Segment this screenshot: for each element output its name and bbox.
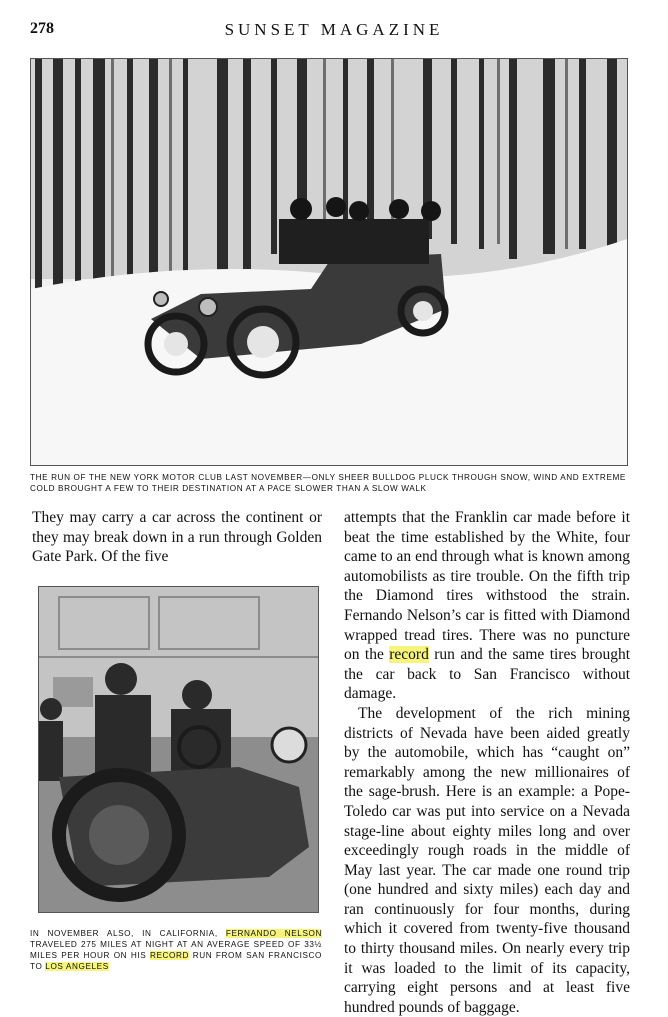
magazine-title: SUNSET MAGAZINE bbox=[224, 20, 444, 39]
top-photo-caption: THE RUN OF THE NEW YORK MOTOR CLUB LAST NOVEMBER—ONLY SHEER BULLDOG PLUCK THROUGH SNOW, WIND AND EXTREME COLD BROUGHT A FEW TO THEIR DESTINATION AT A PACE SLOWER THAN A SLOW WALK bbox=[30, 473, 626, 493]
right-column-text bbox=[344, 508, 630, 1017]
page-header bbox=[30, 18, 638, 44]
paragraph-franklin bbox=[344, 508, 630, 704]
left-column-text: They may carry a car across the continent or they may break down in a run through Golden Gate Park. Of the five bbox=[32, 509, 322, 566]
snow-car-photo bbox=[30, 58, 628, 466]
caption-text-1: IN NOVEMBER ALSO, IN CALIFORNIA, bbox=[30, 929, 226, 938]
caption-text-2: TRAVELED 275 MILES AT NIGHT AT AN AVERAGE SPEED OF 33½ MILES PER HOUR ON HIS bbox=[30, 940, 322, 960]
snow-car-illustration bbox=[31, 59, 627, 465]
paragraph-franklin-text-2: run and the same tires brought the car back to San Francisco without damage. bbox=[344, 646, 630, 703]
paragraph-franklin-text-1: attempts that the Franklin car made before it beat the time established by the White, four came to an end through what is known among automobilists as tire trouble. On the fifth trip the Diamond tires withstood the strain. Fernando Nelson’s car is fitted with Diamond wrapped tread tires. There was no puncture on the bbox=[344, 509, 630, 664]
caption-city-highlight: LOS ANGELES bbox=[45, 962, 109, 971]
paragraph-nevada: The development of the rich mining districts of Nevada have been aided greatly by the automobile, which has “caught on” remarkably among the new millionaires of the sage-brush. Here is an example: a Pope-Toledo car was put into service on a Nevada stage-line about eighty miles long and over exceedingly rough roads in the middle of May last year. The car made one round trip (one hundred and sixty miles) each day and ran continuously for four months, during which it covered from twenty-five thousand to thirty thousand miles. On nearly every trip it was loaded to the limit of its capacity, carrying eight persons and at least five hundred pounds of baggage. bbox=[344, 704, 630, 1016]
caption-name-highlight: FERNANDO NELSON bbox=[225, 929, 323, 938]
page-number: 278 bbox=[30, 20, 54, 37]
left-photo-caption bbox=[30, 928, 322, 972]
caption-record-highlight: RECORD bbox=[149, 951, 190, 960]
automobile-driver-illustration bbox=[39, 587, 318, 912]
fernando-nelson-photo bbox=[38, 586, 319, 913]
record-highlight: record bbox=[389, 646, 429, 664]
caption-text-3: RUN FROM SAN FRANCISCO TO bbox=[30, 951, 323, 971]
